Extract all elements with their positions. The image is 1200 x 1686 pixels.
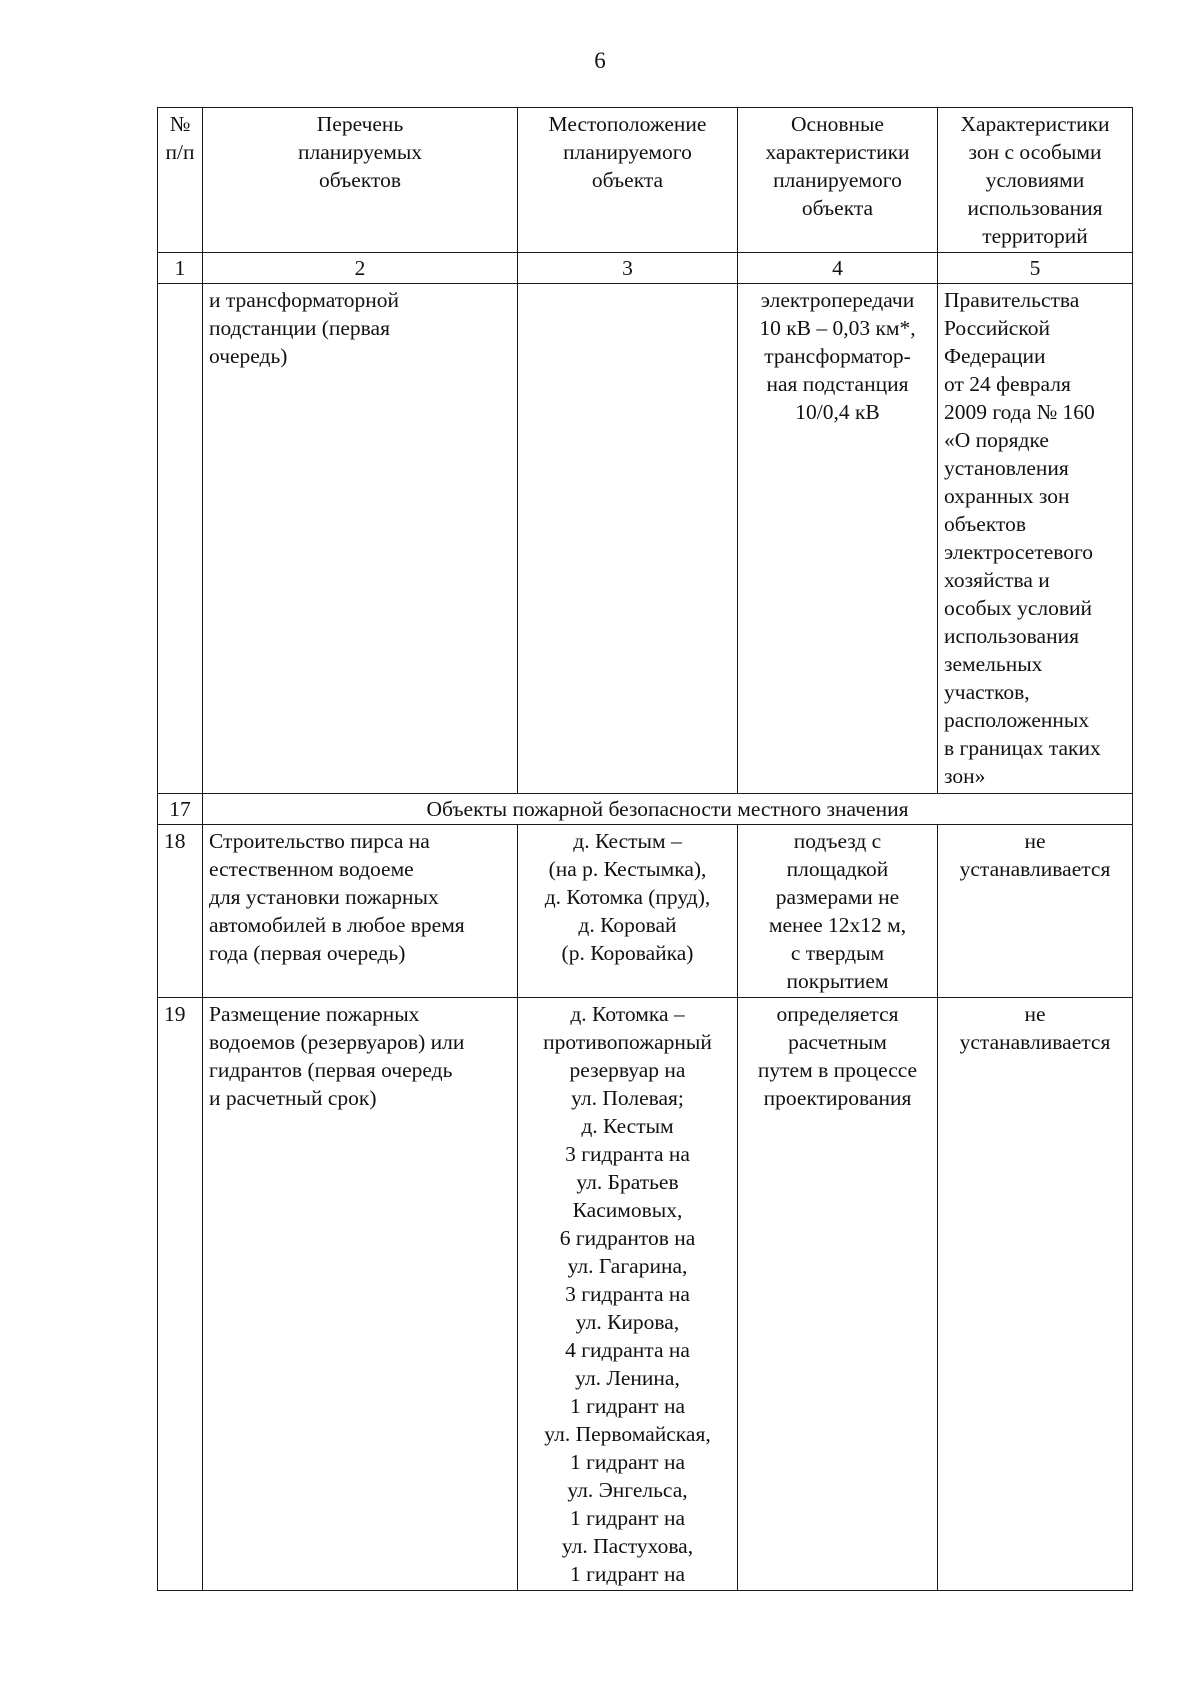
table-row (158, 825, 1133, 998)
row-object-name: и трансформаторной подстанции (первая очередь) (203, 284, 518, 794)
header-location: Местоположение планируемого объекта (518, 108, 738, 253)
header-number: № п/п (158, 108, 203, 253)
row-location: д. Котомка – противопожарный резервуар на ул. Полевая; д. Кестым 3 гидранта на ул. Братьев Касимовых, 6 гидрантов на ул. Гагарина, 3 гидранта на ул. Кирова, 4 гидранта на ул. Ленина, 1 гидрант на ул. Первомайская, 1 гидрант на ул. Энгельса, 1 гидрант на ул. Пастухова, 1 гидрант на (518, 998, 738, 1591)
row-characteristics: электропередачи 10 кВ – 0,03 км*, трансформатор- ная подстанция 10/0,4 кВ (738, 284, 938, 794)
row-characteristics: подъезд с площадкой размерами не менее 12х12 м, с твердым покрытием (738, 825, 938, 998)
row-location (518, 284, 738, 794)
row-characteristics: определяется расчетным путем в процессе проектирования (738, 998, 938, 1591)
section-title: Объекты пожарной безопасности местного значения (203, 794, 1133, 825)
column-number: 3 (518, 253, 738, 284)
column-number: 5 (938, 253, 1133, 284)
row-zones: Правительства Российской Федерации от 24 февраля 2009 года № 160 «О порядке установления охранных зон объектов электросетевого хозяйства и особых условий использования земельных участков, расположенных в границах таких зон» (938, 284, 1133, 794)
row-object-name: Строительство пирса на естественном водоеме для установки пожарных автомобилей в любое время года (первая очередь) (203, 825, 518, 998)
row-zones: не устанавливается (938, 825, 1133, 998)
page-number: 6 (594, 48, 606, 73)
column-number: 4 (738, 253, 938, 284)
column-number: 2 (203, 253, 518, 284)
row-number (158, 284, 203, 794)
section-row (158, 794, 1133, 825)
table-header-row (158, 108, 1133, 253)
row-zones: не устанавливается (938, 998, 1133, 1591)
column-number: 1 (158, 253, 203, 284)
row-number: 18 (158, 825, 203, 998)
column-numbers-row (158, 253, 1133, 284)
table-row (158, 284, 1133, 794)
row-location: д. Кестым – (на р. Кестымка), д. Котомка (пруд), д. Коровай (р. Коровайка) (518, 825, 738, 998)
header-characteristics: Основные характеристики планируемого объекта (738, 108, 938, 253)
row-number: 19 (158, 998, 203, 1591)
section-number: 17 (158, 794, 203, 825)
table-row (158, 998, 1133, 1591)
row-object-name: Размещение пожарных водоемов (резервуаров) или гидрантов (первая очередь и расчетный срок) (203, 998, 518, 1591)
objects-table (157, 107, 1133, 1591)
header-zones: Характеристики зон с особыми условиями использования территорий (938, 108, 1133, 253)
header-objects-list: Перечень планируемых объектов (203, 108, 518, 253)
